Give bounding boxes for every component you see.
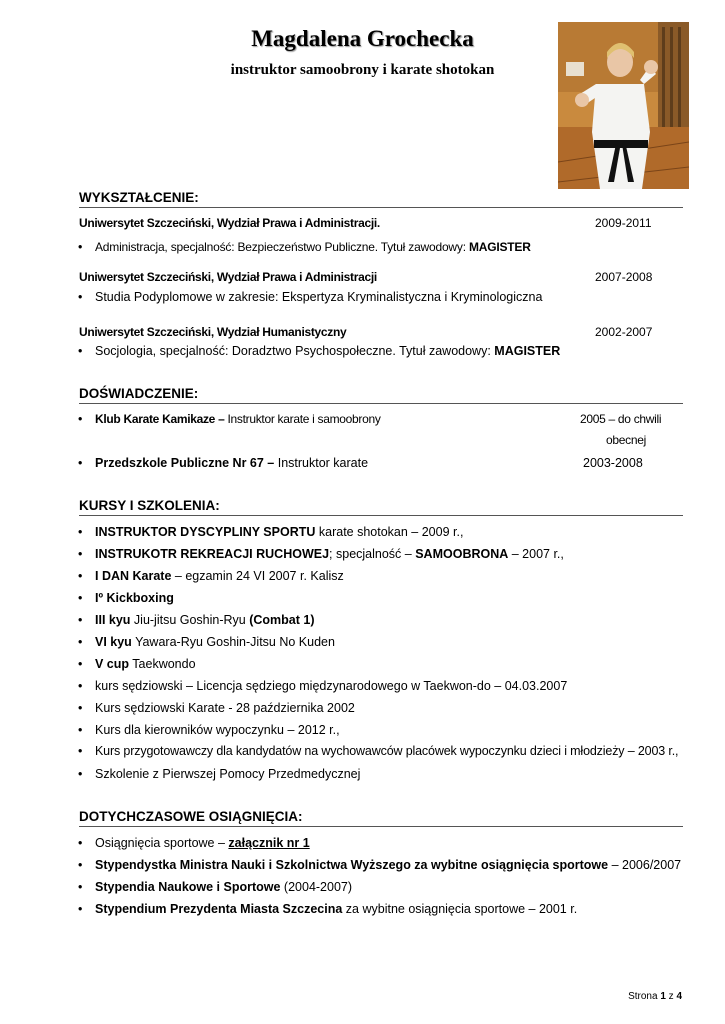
experience-years: 2003-2008 [583,456,643,470]
course-text: Kurs sędziowski Karate - 28 października 2002 [95,701,355,715]
job-role: Instruktor karate [274,456,369,470]
course-text: – 2007 r., [508,547,564,561]
experience-years-cont: obecnej [606,433,646,447]
achievement-text: Osiągnięcia sportowe – [95,836,229,850]
attachment-link[interactable]: załącznik nr 1 [228,836,310,850]
achievement-title: Stypendium Prezydenta Miasta Szczecina [95,902,343,916]
course-title: SAMOOBRONA [415,547,509,561]
education-detail-text: Administracja, specjalność: Bezpieczeństwo Publiczne. Tytuł zawodowy: [95,240,469,254]
course-title: I DAN Karate [95,569,172,583]
course-text: Kurs przygotowawczy dla kandydatów na wychowawców placówek wypoczynku dzieci i młodzieży – 2003 r., [95,744,679,758]
achievement-text: – 2006/2007 [608,858,682,872]
course-title: V cup [95,657,130,671]
course-text: karate shotokan – 2009 r., [315,525,464,539]
person-name: Magdalena Grochecka [251,26,474,51]
experience-years: 2005 – do chwili [580,412,662,426]
education-detail-text: Socjologia, specjalność: Doradztwo Psychospołeczne. Tytuł zawodowy: [95,344,495,358]
education-years: 2007-2008 [595,270,653,284]
course-title: VI kyu [95,635,132,649]
page-number: Strona 1 z 4 [628,991,682,1002]
education-degree: MAGISTER [468,240,531,254]
education-school: Uniwersytet Szczeciński, Wydział Prawa i Administracji [79,270,377,284]
achievement-text: za wybitne osiągnięcia sportowe – 2001 r. [342,902,578,916]
course-title: INSTRUKTOR DYSCYPLINY SPORTU [95,525,316,539]
job-role: Instruktor karate i samoobrony [224,412,381,426]
achievements-heading: DOTYCHCZASOWE OSIĄGNIĘCIA: [79,809,683,827]
education-detail-text: Studia Podyplomowe w zakresie: Ekspertyza Kryminalistyczna i Kryminologiczna [95,290,543,304]
course-text: Szkolenie z Pierwszej Pomocy Przedmedycznej [95,767,361,781]
courses-heading: KURSY I SZKOLENIA: [79,498,683,516]
education-heading: WYKSZTAŁCENIE: [79,190,683,208]
course-title: III kyu [95,613,131,627]
course-title: INSTRUKOTR REKREACJI RUCHOWEJ [95,547,330,561]
course-text: ; specjalność – [329,547,416,561]
course-title: (Combat 1) [249,613,315,627]
course-text: – egzamin 24 VI 2007 r. Kalisz [171,569,344,583]
education-years: 2009-2011 [595,216,652,230]
course-text: Jiu-jitsu Goshin-Ryu [130,613,250,627]
course-text: Taekwondo [129,657,196,671]
achievement-title: Stypendia Naukowe i Sportowe [95,880,281,894]
employer-name: Przedszkole Publiczne Nr 67 – [95,456,275,470]
education-school: Uniwersytet Szczeciński, Wydział Prawa i Administracji. [79,216,380,230]
course-text: kurs sędziowski – Licencja sędziego międzynarodowego w Taekwon-do – 04.03.2007 [95,679,568,693]
education-school: Uniwersytet Szczeciński, Wydział Humanistyczny [79,325,347,339]
experience-heading: DOŚWIADCZENIE: [79,386,683,404]
education-degree: MAGISTER [494,344,561,358]
achievement-title: Stypendystka Ministra Nauki i Szkolnictwa Wyższego za wybitne osiągnięcia sportowe [95,858,609,872]
course-text: Yawara-Ryu Goshin-Jitsu No Kuden [131,635,335,649]
course-title: Iº Kickboxing [95,591,174,605]
profile-photo [558,22,689,189]
education-years: 2002-2007 [595,325,653,339]
course-text: Kurs dla kierowników wypoczynku – 2012 r., [95,723,340,737]
employer-name: Klub Karate Kamikaze – [95,412,225,426]
job-title: instruktor samoobrony i karate shotokan [230,62,495,78]
achievement-text: (2004-2007) [280,880,353,894]
